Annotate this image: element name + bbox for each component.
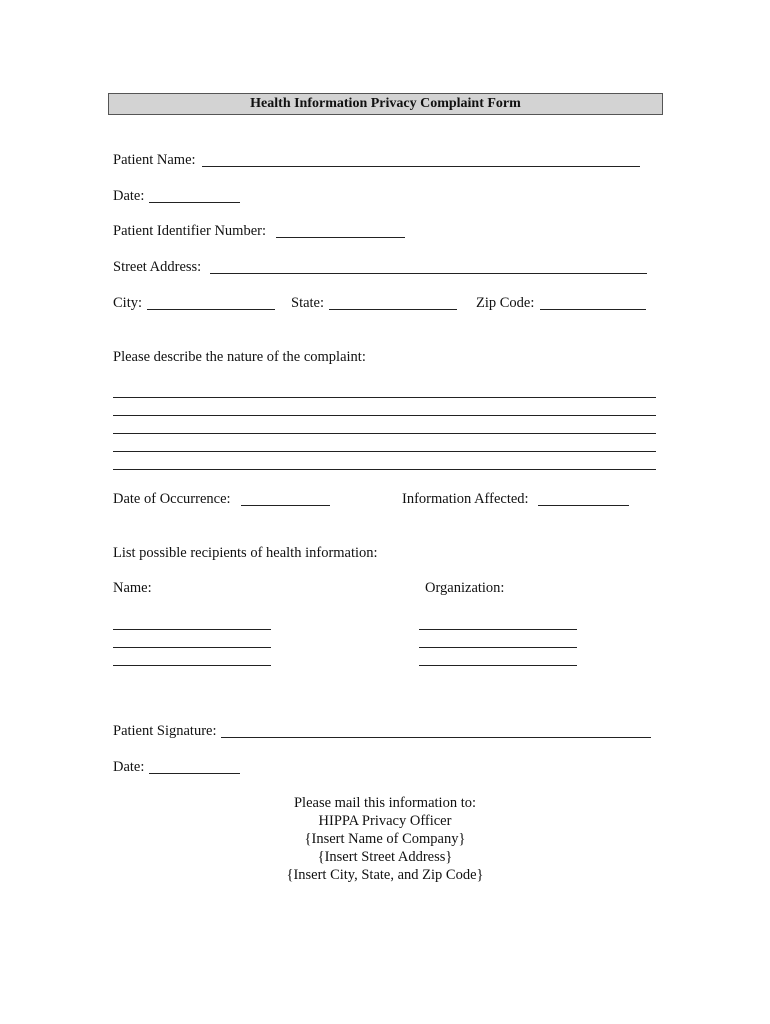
complaint-line[interactable] <box>113 469 656 470</box>
date-field[interactable] <box>149 202 240 203</box>
recipients-prompt: List possible recipients of health information: <box>113 545 378 561</box>
recipient-organization-field[interactable] <box>419 647 577 648</box>
city-field[interactable] <box>147 309 275 310</box>
recipient-name-field[interactable] <box>113 629 271 630</box>
info-affected-label: Information Affected: <box>402 491 529 507</box>
complaint-line[interactable] <box>113 397 656 398</box>
form-title: Health Information Privacy Complaint Form <box>108 93 663 115</box>
street-address-field[interactable] <box>210 273 647 274</box>
patient-name-field[interactable] <box>202 166 640 167</box>
mailing-intro: Please mail this information to: <box>293 795 477 811</box>
patient-id-label: Patient Identifier Number: <box>113 223 267 239</box>
recipient-organization-field[interactable] <box>419 665 577 666</box>
zip-code-label: Zip Code: <box>476 295 535 311</box>
signature-date-label: Date: <box>113 759 145 775</box>
recipient-name-field[interactable] <box>113 647 271 648</box>
complaint-line[interactable] <box>113 433 656 434</box>
complaint-prompt: Please describe the nature of the complaint: <box>113 349 366 365</box>
mailing-recipient: HIPPA Privacy Officer <box>318 813 452 829</box>
recipient-name-field[interactable] <box>113 665 271 666</box>
mailing-street: {Insert Street Address} <box>317 849 453 865</box>
state-label: State: <box>291 295 325 311</box>
patient-id-field[interactable] <box>276 237 405 238</box>
state-field[interactable] <box>329 309 457 310</box>
recipient-name-header: Name: <box>113 580 152 596</box>
mailing-city-state-zip: {Insert City, State, and Zip Code} <box>286 867 484 883</box>
mailing-company: {Insert Name of Company} <box>304 831 466 847</box>
street-address-label: Street Address: <box>113 259 202 275</box>
complaint-line[interactable] <box>113 451 656 452</box>
patient-signature-field[interactable] <box>221 737 651 738</box>
date-label: Date: <box>113 188 145 204</box>
recipient-organization-header: Organization: <box>425 580 505 596</box>
date-occurrence-label: Date of Occurrence: <box>113 491 231 507</box>
recipient-organization-field[interactable] <box>419 629 577 630</box>
city-label: City: <box>113 295 143 311</box>
signature-date-field[interactable] <box>149 773 240 774</box>
patient-name-label: Patient Name: <box>113 152 196 168</box>
patient-signature-label: Patient Signature: <box>113 723 217 739</box>
info-affected-field[interactable] <box>538 505 629 506</box>
complaint-line[interactable] <box>113 415 656 416</box>
date-occurrence-field[interactable] <box>241 505 330 506</box>
zip-code-field[interactable] <box>540 309 646 310</box>
